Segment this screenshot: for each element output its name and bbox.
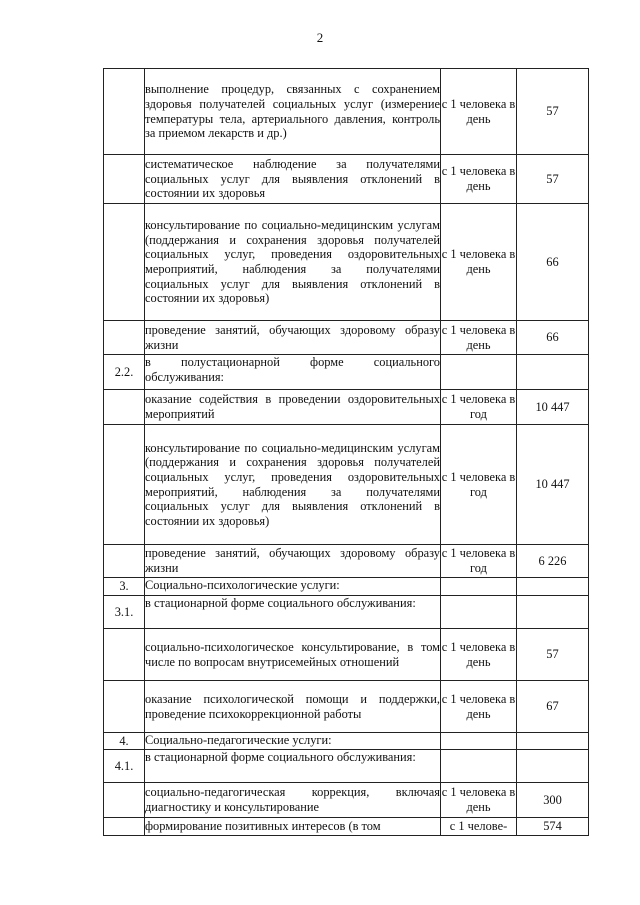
- value-cell: 66: [517, 321, 589, 355]
- value-cell: 57: [517, 69, 589, 155]
- section-heading: в полустационарной форме социального обслуживания:: [145, 355, 441, 390]
- value-cell: [517, 578, 589, 596]
- unit-cell: [441, 355, 517, 390]
- value-cell: 10 447: [517, 425, 589, 545]
- value-cell: [517, 596, 589, 629]
- table-row: [104, 783, 589, 818]
- service-description: консультирование по социально-медицинским услугам (поддержания и сохранения здоровья получателей социальных услуг, проведения оздоровительных мероприятий, наблюдения за получателями социальных услуг для выявления отклонений в состоянии их здоровья): [145, 425, 441, 545]
- service-description: формирование позитивных интересов (в том: [145, 818, 441, 836]
- row-number: [104, 155, 145, 204]
- service-description: оказание психологической помощи и поддержки, проведение психокоррекционной работы: [145, 681, 441, 733]
- page-number: 2: [316, 30, 324, 45]
- section-number: 2.2.: [104, 355, 145, 390]
- table-row: [104, 733, 589, 750]
- row-number: [104, 321, 145, 355]
- table-row: [104, 818, 589, 836]
- unit-cell: с 1 человека в день: [441, 155, 517, 204]
- unit-cell: с 1 человека в год: [441, 545, 517, 578]
- service-description: социально-педагогическая коррекция, включая диагностику и консультирование: [145, 783, 441, 818]
- section-number: 3.1.: [104, 596, 145, 629]
- table-row: [104, 545, 589, 578]
- table-row: [104, 596, 589, 629]
- table-row: [104, 204, 589, 321]
- service-description: консультирование по социально-медицинским услугам (поддержания и сохранения здоровья получателей социальных услуг, проведения оздоровительных мероприятий, наблюдения за получателями социальных услуг для выявления отклонений в состоянии их здоровья): [145, 204, 441, 321]
- table-row: [104, 750, 589, 783]
- value-cell: 57: [517, 629, 589, 681]
- section-heading: в стационарной форме социального обслуживания:: [145, 596, 441, 629]
- unit-cell: с 1 человека в день: [441, 681, 517, 733]
- table-row: [104, 155, 589, 204]
- section-heading: в стационарной форме социального обслуживания:: [145, 750, 441, 783]
- table-row: [104, 321, 589, 355]
- row-number: [104, 681, 145, 733]
- table-row: [104, 390, 589, 425]
- row-number: [104, 629, 145, 681]
- unit-cell: [441, 750, 517, 783]
- value-cell: [517, 355, 589, 390]
- service-description: оказание содействия в проведении оздоровительных мероприятий: [145, 390, 441, 425]
- row-number: [104, 390, 145, 425]
- unit-cell: с 1 человека в день: [441, 69, 517, 155]
- table-row: [104, 578, 589, 596]
- table-row: [104, 69, 589, 155]
- unit-cell: с 1 человека в день: [441, 321, 517, 355]
- section-heading: Социально-педагогические услуги:: [145, 733, 441, 750]
- unit-cell: [441, 578, 517, 596]
- value-cell: [517, 750, 589, 783]
- table-row: [104, 425, 589, 545]
- table-row: [104, 355, 589, 390]
- unit-cell: с 1 человека в год: [441, 390, 517, 425]
- unit-cell: с 1 человека в год: [441, 425, 517, 545]
- value-cell: 300: [517, 783, 589, 818]
- unit-cell: с 1 челове-: [441, 818, 517, 836]
- value-cell: [517, 733, 589, 750]
- table-row: [104, 629, 589, 681]
- service-description: систематическое наблюдение за получателями социальных услуг для выявления отклонений в состоянии их здоровья: [145, 155, 441, 204]
- tariff-table: [103, 68, 589, 836]
- row-number: [104, 69, 145, 155]
- row-number: [104, 425, 145, 545]
- section-number: 4.1.: [104, 750, 145, 783]
- value-cell: 67: [517, 681, 589, 733]
- unit-cell: с 1 человека в день: [441, 783, 517, 818]
- value-cell: 10 447: [517, 390, 589, 425]
- section-number: 4.: [104, 733, 145, 750]
- row-number: [104, 818, 145, 836]
- service-description: выполнение процедур, связанных с сохранением здоровья получателей социальных услуг (измерение температуры тела, артериального давления, контроль за приемом лекарств и др.): [145, 69, 441, 155]
- row-number: [104, 545, 145, 578]
- row-number: [104, 204, 145, 321]
- section-heading: Социально-психологические услуги:: [145, 578, 441, 596]
- unit-cell: с 1 человека в день: [441, 629, 517, 681]
- unit-cell: [441, 596, 517, 629]
- service-description: проведение занятий, обучающих здоровому образу жизни: [145, 545, 441, 578]
- row-number: [104, 783, 145, 818]
- value-cell: 66: [517, 204, 589, 321]
- unit-cell: [441, 733, 517, 750]
- unit-cell: с 1 человека в день: [441, 204, 517, 321]
- service-description: социально-психологическое консультирование, в том числе по вопросам внутрисемейных отношений: [145, 629, 441, 681]
- table-row: [104, 681, 589, 733]
- value-cell: 574: [517, 818, 589, 836]
- value-cell: 6 226: [517, 545, 589, 578]
- service-description: проведение занятий, обучающих здоровому образу жизни: [145, 321, 441, 355]
- value-cell: 57: [517, 155, 589, 204]
- section-number: 3.: [104, 578, 145, 596]
